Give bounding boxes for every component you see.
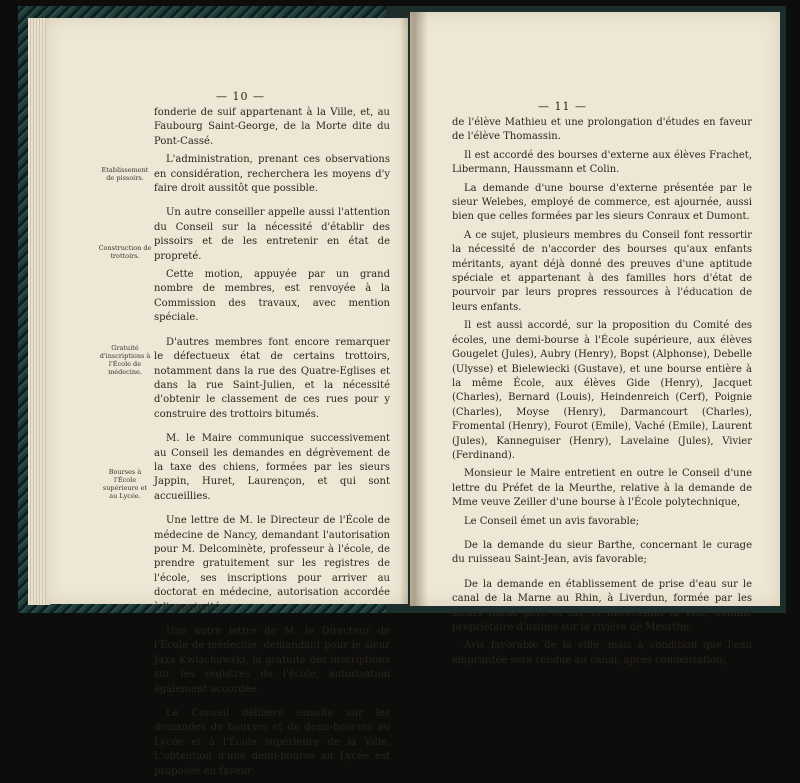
page-number: — 11 —: [538, 100, 587, 113]
paragraph: Avis favorable de la ville, mais à condition que l'eau empruntée sera rendue au canal, après condensation;: [452, 640, 752, 666]
paragraph: L'administration, prenant ces observations en considération, recherchera les moyens d'y faire droit aussitôt que possible.: [154, 154, 390, 195]
margin-note: Gratuité d'inscriptions à l'École de médecine.: [99, 344, 151, 376]
book-gutter: [400, 12, 428, 606]
left-page: [46, 18, 408, 777]
margin-note: Bourses à l'École supérieure et au Lycée.: [102, 468, 148, 500]
page-body: [452, 116, 752, 672]
margin-note: Construction de trottoirs.: [98, 244, 152, 260]
paragraph: Une lettre de M. le Directeur de l'École de médecine de Nancy, demandant l'autorisation pour M. Delcominète, professeur à l'école, de prendre gratuitement sur les registres de l'école, ses inscriptions pour arriver au doctorat en médecine, autorisation accordée à l'unanimité.: [154, 515, 390, 613]
paragraph: fonderie de suif appartenant à la Ville, et, au Faubourg Saint-George, de la Morte dite du Pont-Cassé.: [154, 107, 390, 147]
paragraph: M. le Maire communique successivement au Conseil les demandes en dégrèvement de la taxe des chiens, formées par les sieurs Jappin, Huret, Laurençon, et qui sont accueillies.: [154, 433, 390, 502]
paragraph: A ce sujet, plusieurs membres du Conseil font ressortir la nécessité de n'accorder des bourses qu'aux enfants méritants, ayant déjà donné des preuves d'une aptitude spéciale et appartenant à des familles hors d'état de pourvoir par leurs propres ressources à l'éducation de leurs enfants.: [452, 229, 752, 313]
paragraph: Il est aussi accordé, sur la proposition du Comité des écoles, une demi-bourse à l'École supérieure, aux élèves Gougelet (Jules), Aubry (Henry), Bopst (Alphonse), Debelle (Ulysse) et Bielewiecki (Gustave), et une bourse entière à la même École, aux élèves Gide (Henry), Jacquet (Charles), Bernard (Louis), Heindenreich (Cerf), Poignie (Charles), Moyse (Henry), Darmancourt (Charles), Fromental (Henry), Fourot (Emile), Vaché (Emile), Laurent (Jules), Kanneguiser (Henry), Lavelaine (Jules), Vivier (Ferdinand).: [452, 320, 752, 461]
page-body: [154, 106, 390, 783]
paragraph: De la demande du sieur Barthe, concernant le curage du ruisseau Saint-Jean, avis favorable;: [452, 539, 752, 566]
paragraph: Cette motion, appuyée par un grand nombre de membres, est renvoyée à la Commission des travaux, avec mention spéciale.: [154, 269, 390, 324]
paragraph: Il est accordé des bourses d'externe aux élèves Frachet, Libermann, Haussmann et Colin.: [452, 149, 752, 176]
paragraph: de l'élève Mathieu et une prolongation d'études en faveur de l'élève Thomassin.: [452, 117, 752, 143]
paragraph: Le Conseil émet un avis favorable;: [464, 515, 640, 527]
paragraph: Une autre lettre de M. le Directeur de l'École de médecine, demandant pour le sieur Jaxa Kwiachowski, la gratuité des inscriptions sur les registres de l'école, autorisation également accordée.: [154, 626, 390, 695]
right-page: [410, 12, 780, 666]
paragraph: De la demande en établissement de prise d'eau sur le canal de la Marne au Rhin, à Liverdun, formée par les sieurs Barbe père et fils, et intéressant la Ville, comme propriétaire d'usines sur la rivière de Meurthe,: [452, 578, 752, 633]
paragraph: Un autre conseiller appelle aussi l'attention du Conseil sur la nécessité d'établir des pissoirs et de les entretenir en état de propreté.: [154, 207, 390, 262]
paragraph: D'autres membres font encore remarquer le défectueux état de certains trottoirs, notamment dans la rue des Quatre-Eglises et dans la rue Saint-Julien, et la nécessité d'obtenir le classement de ces rues pour y construire des trottoirs bitumés.: [154, 336, 390, 420]
page-number: — 10 —: [216, 90, 265, 103]
margin-note: Etablissement de pissoirs.: [101, 166, 149, 182]
paragraph: La demande d'une bourse d'externe présentée par le sieur Welebes, employé de commerce, est ajournée, aussi bien que celles formées par les sieurs Conraux et Dumont.: [452, 182, 752, 223]
paragraph: Monsieur le Maire entretient en outre le Conseil d'une lettre du Préfet de la Meurthe, relative à la demande de Mme veuve Zeiller d'une bourse à l'École polytechnique,: [452, 468, 752, 509]
paragraph: Le Conseil délibère ensuite sur les demandes de bourses et de demi-bourses au Lycée et à l'École supérieure de la Ville. L'obtention d'une demi-bourse au Lycée est proposée en faveur: [154, 708, 390, 777]
